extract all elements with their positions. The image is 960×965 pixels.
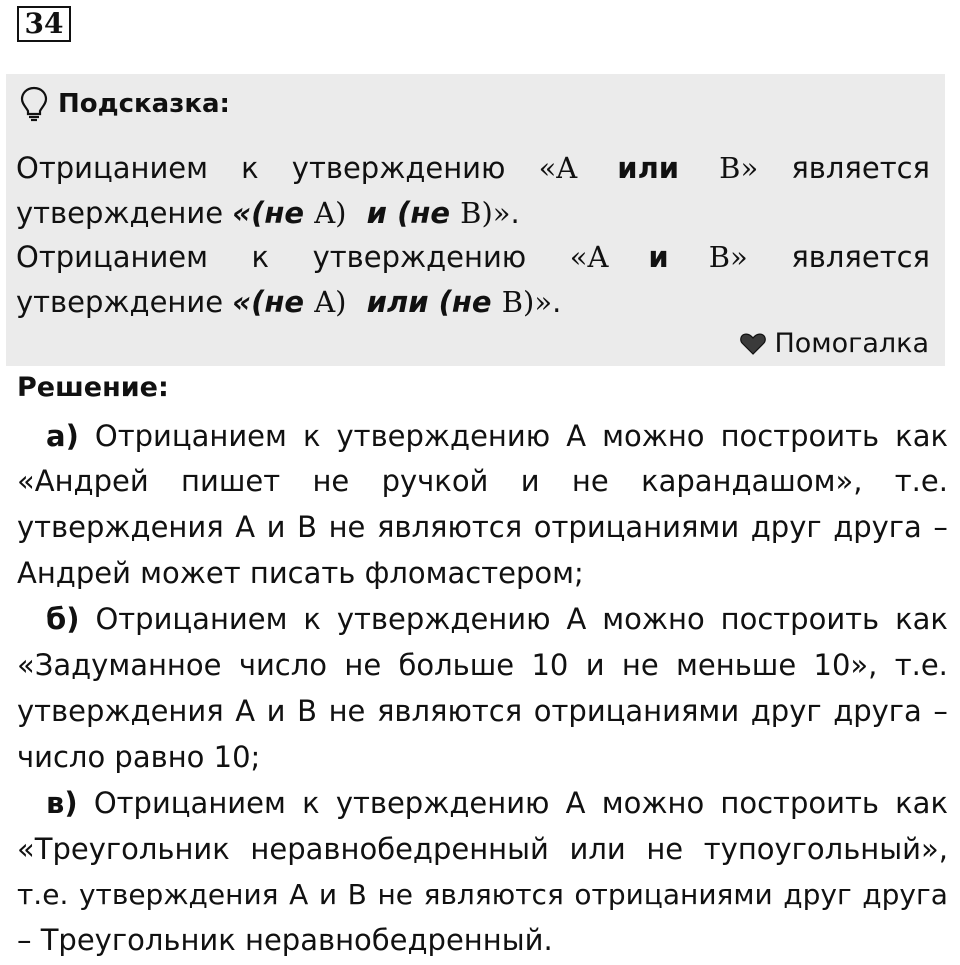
credit [740,328,929,359]
hint-word: является [791,240,930,274]
word: утверждению [335,786,550,820]
hint-word: Отрицанием [16,240,209,274]
word: построить [720,419,880,453]
word: к [302,786,320,820]
word: друга [862,878,948,911]
item-label: б) [46,602,80,636]
word: А [566,419,587,453]
word: – [933,694,948,728]
hint-word: утверждению [291,151,506,185]
word: и [318,878,338,911]
word: друг [750,510,822,544]
hint-var: B)» [460,196,511,230]
word: построить [720,786,879,820]
solution-title: Решение: [17,372,169,403]
solution-c-line-1 [46,785,948,821]
word: В [297,510,318,544]
hint-word: «A [569,240,609,274]
word: к [302,419,321,453]
word: не [344,648,382,682]
word: не [312,464,350,498]
word: Отрицанием [94,419,287,453]
hint-var: A) [314,196,347,230]
word: – [933,510,948,544]
word: не [571,464,609,498]
hint-word: утверждение [16,196,233,230]
solution-c-line-3 [17,877,948,913]
word: пишет [181,464,281,498]
word: В [347,878,367,911]
word: утверждения [17,694,224,728]
word: и [585,648,605,682]
hint-word: является [791,151,930,185]
item-label: а) [46,419,79,453]
solution-b-line-2 [17,647,948,683]
solution-b-line-1 [46,601,948,637]
word: утверждению [336,602,551,636]
word: отрицаниями [574,878,773,911]
word: А [289,878,309,911]
word: «Задуманное [17,648,222,682]
word: А [565,786,586,820]
solution-a-line-3 [17,509,948,545]
word: ручкой [381,464,489,498]
heart-icon [740,333,766,355]
hint-line-4 [16,285,930,319]
hint-line-3 [16,240,930,274]
word: являются [376,694,523,728]
word: не [328,510,366,544]
solution-a-line-2 [17,463,948,499]
hint-header [20,86,230,122]
word: не [646,832,684,866]
word: являются [423,878,564,911]
task-number-box [17,6,71,42]
word: «Треугольник [17,832,230,866]
word: А [235,510,256,544]
word: друга [833,510,922,544]
word: можно [602,419,705,453]
word: А [566,602,587,636]
word: карандашом», [641,464,863,498]
credit-label: Помогалка [774,328,929,359]
hint-word: Отрицанием [16,151,209,185]
hint-word: утверждение [16,285,233,319]
word: т.е. [17,878,69,911]
solution-b-line-3 [17,693,948,729]
hint-statement-a-or-b [539,151,759,185]
hint-statement-a-and-b [570,240,748,274]
word: можно [601,786,705,820]
hint-emphasis: «(не [232,285,315,319]
word: отрицаниями [533,510,740,544]
word: т.е. [894,464,948,498]
hint-keyword-or: или [617,151,680,185]
solution-a-line-1 [46,418,948,454]
word: и [266,694,286,728]
word: являются [376,510,523,544]
hint-emphasis: «(не [232,196,315,230]
solution-a-line-4: Андрей может писать фломастером; [17,556,584,590]
item-label: в) [46,786,78,820]
word: и [520,464,540,498]
hint-line-1 [16,151,930,185]
hint-line-2 [16,196,930,230]
hint-word: «A [538,151,578,185]
word: отрицаниями [533,694,740,728]
word: меньше [676,648,797,682]
hint-word: B» [708,240,748,274]
word: тупоугольный», [703,832,948,866]
word: 10 [531,648,569,682]
word: к [303,602,321,636]
hint-emphasis: и (не [346,196,461,230]
word: т.е. [894,648,948,682]
hint-word: B» [719,151,759,185]
word: как [895,786,948,820]
word: построить [720,602,880,636]
word: 10», [813,648,878,682]
hint-var: A) [314,285,347,319]
hint-keyword-and: и [648,240,669,274]
hint-word: . [552,285,562,319]
word: утверждения [78,878,279,911]
word: число [238,648,328,682]
word: не [377,878,413,911]
hint-panel [6,74,945,366]
word: утверждения [17,510,224,544]
word: больше [398,648,515,682]
hint-var: B)» [501,285,553,319]
solution-c-line-4: – Треугольник неравнобедренный. [17,923,553,957]
word: Отрицанием [93,786,286,820]
lightbulb-icon [20,86,48,122]
word: друг [783,878,852,911]
word: и [266,510,286,544]
hint-word: к [241,151,259,185]
word: как [895,602,948,636]
word: друга [833,694,922,728]
task-number: 34 [24,7,64,40]
hint-word: к [251,240,270,274]
hint-emphasis: или (не [346,285,502,319]
hint-title: Подсказка: [58,89,230,119]
word: В [297,694,318,728]
word: не [621,648,659,682]
word: или [569,832,626,866]
solution-b-line-4: число равно 10; [17,740,261,774]
word: не [328,694,366,728]
word: Отрицанием [95,602,288,636]
word: можно [602,602,705,636]
hint-word: утверждению [312,240,527,274]
word: «Андрей [17,464,149,498]
word: неравнобедренный [250,832,549,866]
solution-c-line-2 [17,831,948,867]
word: утверждению [336,419,551,453]
word: А [235,694,256,728]
word: друг [750,694,822,728]
hint-word: . [510,196,520,230]
word: как [895,419,948,453]
